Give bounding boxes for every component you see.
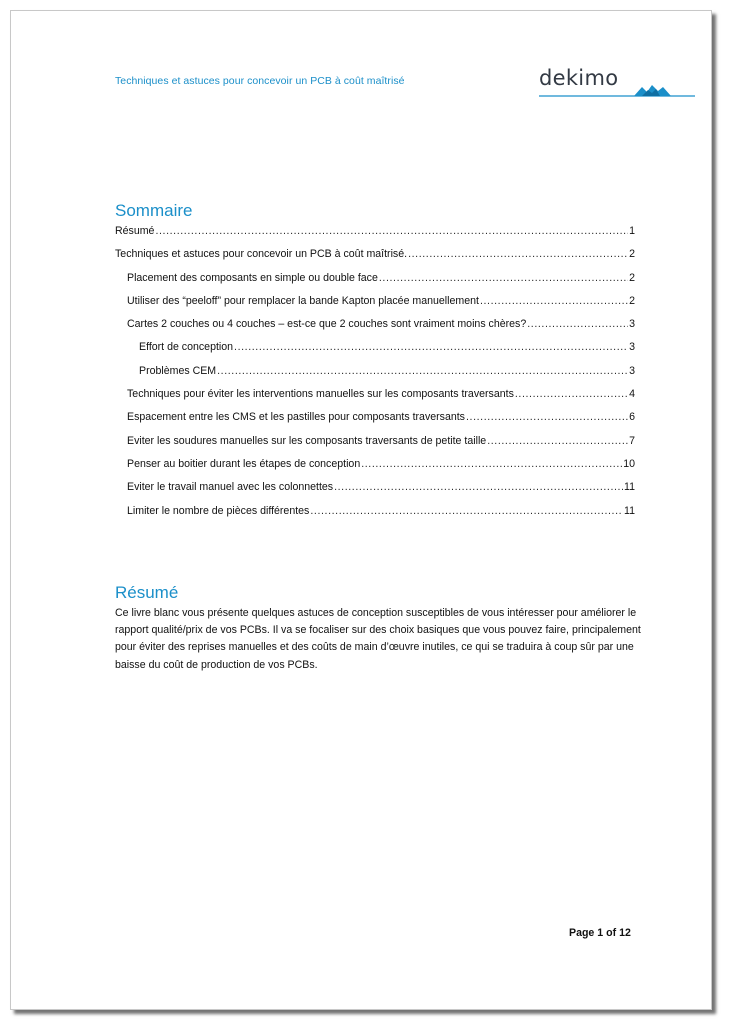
toc-entry-title: Effort de conception — [139, 341, 234, 354]
summary-heading: Résumé — [115, 583, 179, 602]
toc-entry-page: 1 — [629, 225, 635, 237]
toc-entry-page: 2 — [629, 248, 635, 261]
toc-leader-dots — [527, 318, 628, 330]
toc-entry-page: 2 — [629, 271, 635, 284]
toc-entry-page: 11 — [624, 481, 635, 494]
toc-entry[interactable] — [115, 341, 635, 364]
toc-entry[interactable] — [115, 248, 635, 271]
toc-leader-dots — [155, 225, 628, 237]
toc-entry-title: Limiter le nombre de pièces différentes — [127, 504, 310, 517]
toc-entry-title: Penser au boitier durant les étapes de conception — [127, 457, 361, 470]
toc-entry-page: 4 — [629, 388, 635, 401]
toc-entry-title: Placement des composants en simple ou double face — [127, 271, 378, 284]
toc-entry[interactable] — [115, 388, 635, 411]
table-of-contents — [115, 225, 635, 528]
toc-entry-title: Techniques pour éviter les interventions manuelles sur les composants traversants — [127, 388, 514, 401]
toc-entry[interactable] — [115, 272, 635, 295]
toc-entry[interactable] — [115, 411, 635, 434]
toc-entry[interactable] — [115, 295, 635, 318]
toc-entry[interactable] — [115, 458, 635, 481]
toc-entry-page: 10 — [623, 457, 635, 470]
page-total: 12 — [619, 927, 631, 939]
logo-wordmark: dekimo — [539, 66, 619, 90]
toc-heading: Sommaire — [115, 201, 193, 220]
toc-leader-dots — [466, 411, 628, 423]
toc-entry-page: 7 — [629, 434, 635, 447]
logo-mountain-icon — [539, 63, 699, 103]
toc-leader-dots — [334, 481, 623, 493]
summary-paragraph: Ce livre blanc vous présente quelques astuces de conception susceptibles de vous intéresser pour améliorer le rapport qualité/prix de vos PCBs. Il va se focaliser sur des choix basiques que vous pouvez faire, principalement pour éviter des reprises manuelles et des coûts de main d’œuvre inutiles, ce qui se traduira à coup sûr par une baisse du coût de production de vos PCBs. — [115, 607, 641, 671]
document-page — [10, 10, 712, 1010]
toc-entry[interactable] — [115, 435, 635, 458]
toc-entry-page: 11 — [624, 504, 635, 517]
toc-leader-dots — [217, 365, 628, 377]
toc-entry-page: 6 — [629, 411, 635, 424]
toc-entry-title: Cartes 2 couches ou 4 couches – est-ce que 2 couches sont vraiment moins chères? — [127, 318, 527, 331]
toc-entry-title: Résumé — [115, 225, 155, 237]
page-number — [569, 927, 631, 939]
toc-entry-title: Eviter le travail manuel avec les colonnettes — [127, 481, 334, 494]
dekimo-logo — [539, 63, 699, 103]
toc-entry-page: 3 — [629, 341, 635, 354]
toc-entry-page: 3 — [629, 364, 635, 377]
page-of-label: of — [606, 927, 617, 939]
toc-leader-dots — [379, 272, 628, 284]
toc-entry[interactable] — [115, 225, 635, 248]
toc-leader-dots — [310, 505, 623, 517]
toc-leader-dots — [408, 248, 628, 260]
toc-entry-title: Techniques et astuces pour concevoir un PCB à coût maîtrisé. — [115, 248, 408, 261]
toc-entry-page: 3 — [629, 318, 635, 331]
toc-leader-dots — [515, 388, 628, 400]
toc-entry[interactable] — [115, 365, 635, 388]
toc-entry-page: 2 — [629, 294, 635, 307]
header-title: Techniques et astuces pour concevoir un PCB à coût maîtrisé — [115, 75, 405, 87]
toc-leader-dots — [361, 458, 622, 470]
toc-entry-title: Problèmes CEM — [139, 364, 217, 377]
page-current: 1 — [597, 927, 604, 939]
toc-leader-dots — [487, 435, 628, 447]
toc-entry[interactable] — [115, 481, 635, 504]
toc-entry-title: Utiliser des “peeloff” pour remplacer la bande Kapton placée manuellement — [127, 294, 479, 307]
toc-entry-title: Eviter les soudures manuelles sur les composants traversants de petite taille — [127, 434, 487, 447]
toc-leader-dots — [480, 295, 628, 307]
toc-entry[interactable] — [115, 318, 635, 341]
toc-entry[interactable] — [115, 505, 635, 528]
page-label: Page — [569, 927, 595, 939]
toc-entry-title: Espacement entre les CMS et les pastilles pour composants traversants — [127, 411, 465, 424]
toc-leader-dots — [234, 341, 628, 353]
